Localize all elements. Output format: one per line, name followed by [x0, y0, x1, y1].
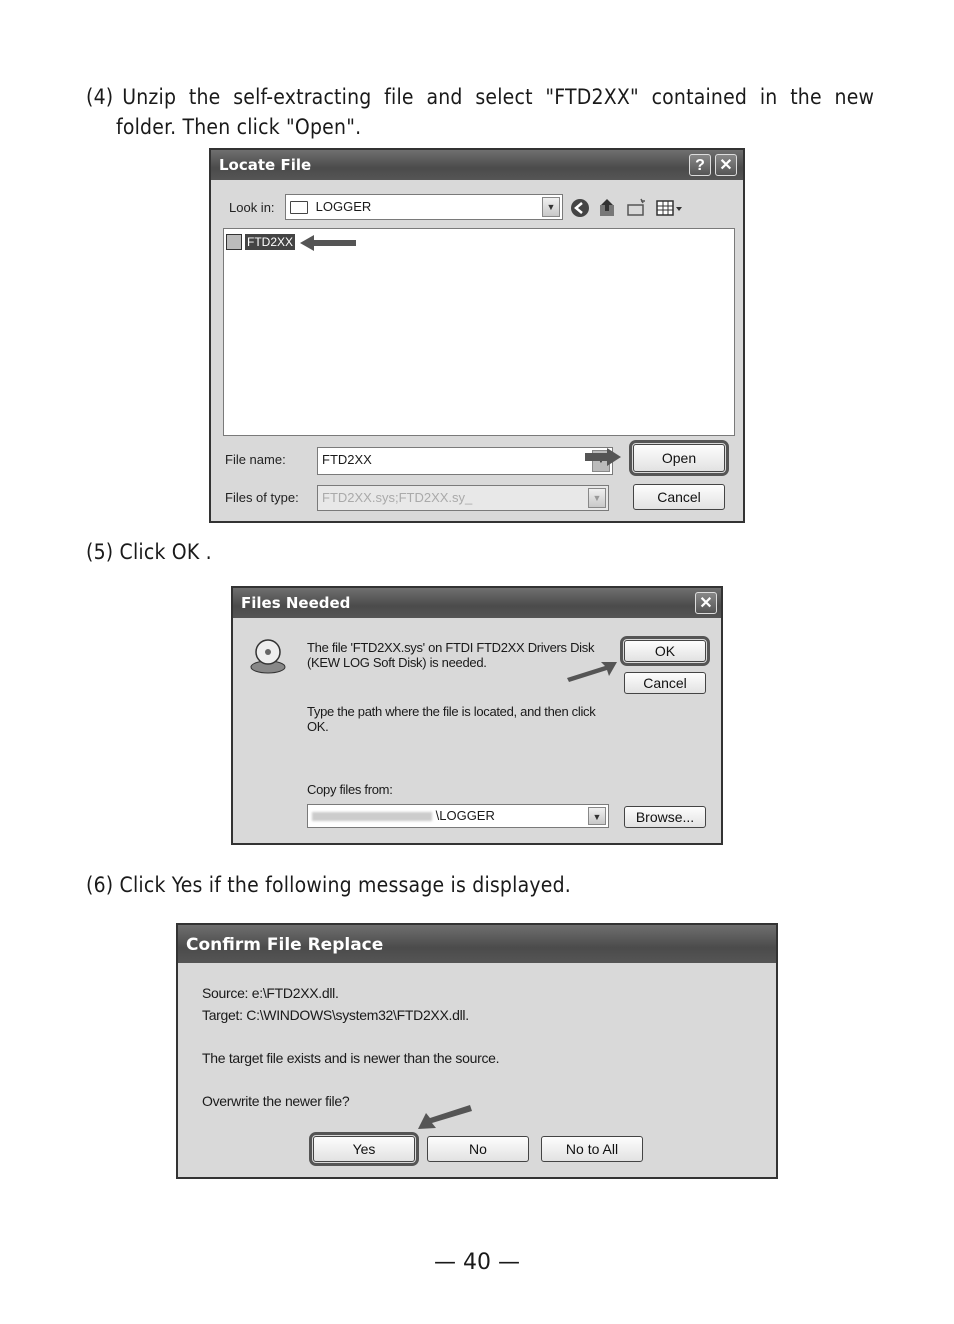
confirm-message: The target file exists and is newer than the source. [202, 1050, 500, 1066]
files-needed-titlebar [233, 588, 721, 618]
confirm-titlebar [178, 925, 776, 963]
cancel-button[interactable] [633, 484, 725, 510]
confirm-title: Confirm File Replace [186, 935, 384, 955]
ok-button-label: OK [654, 643, 676, 659]
step-4-line2: folder. Then click "Open". [116, 115, 362, 139]
pointer-arrow-icon [416, 1103, 474, 1133]
locate-file-titlebar [211, 150, 743, 180]
pointer-arrow-icon [565, 658, 619, 684]
yes-button-label: Yes [352, 1141, 376, 1157]
files-needed-message-3: Type the path where the file is located, and then click [307, 704, 596, 719]
copy-path-blurred [312, 812, 432, 821]
files-needed-message-2: (KEW LOG Soft Disk) is needed. [307, 655, 487, 670]
cancel-button-label: Cancel [643, 675, 687, 691]
files-of-type-combo[interactable] [317, 485, 609, 511]
step-4-text [86, 82, 874, 112]
files-of-type-label: Files of type: [225, 490, 299, 505]
help-button[interactable]: ? [689, 154, 711, 176]
close-button[interactable]: ✕ [695, 592, 717, 614]
locate-file-dialog [209, 148, 745, 523]
cancel-button-label: Cancel [657, 489, 701, 505]
cancel-button[interactable] [624, 672, 706, 694]
back-icon[interactable] [569, 197, 591, 219]
step-4-number: (4) [86, 85, 114, 109]
file-list[interactable] [223, 228, 735, 436]
file-name-input[interactable] [317, 447, 613, 475]
step-6-text: (6) Click Yes if the following message is displayed. [86, 873, 571, 897]
copy-path-value: \LOGGER [435, 808, 495, 823]
confirm-question: Overwrite the newer file? [202, 1093, 350, 1109]
no-to-all-button-label: No to All [565, 1141, 619, 1157]
files-of-type-dropdown-icon[interactable]: ▼ [588, 488, 606, 508]
look-in-value: LOGGER [315, 199, 372, 214]
file-icon [226, 234, 242, 250]
file-item-label: FTD2XX [247, 235, 294, 249]
close-button[interactable]: ✕ [715, 154, 737, 176]
page-number: — 40 — [434, 1250, 520, 1275]
open-button-label: Open [661, 450, 697, 466]
confirm-source: Source: e:\FTD2XX.dll. [202, 985, 339, 1001]
locate-file-title: Locate File [219, 156, 312, 174]
files-needed-message-1: The file 'FTD2XX.sys' on FTDI FTD2XX Drivers Disk [307, 640, 595, 655]
no-to-all-button[interactable] [541, 1136, 643, 1162]
file-item-ftd2xx[interactable] [226, 231, 295, 253]
folder-icon [290, 201, 308, 214]
files-needed-message-4: OK. [307, 719, 329, 734]
file-name-label: File name: [225, 452, 286, 467]
pointer-arrow-icon [298, 233, 358, 253]
step-5-text: (5) Click OK . [86, 540, 212, 564]
pointer-arrow-icon [583, 446, 623, 468]
browse-button[interactable] [624, 806, 706, 828]
files-of-type-value: FTD2XX.sys;FTD2XX.sy_ [322, 490, 473, 505]
confirm-file-replace-dialog [176, 923, 778, 1179]
copy-files-label: Copy files from: [307, 782, 393, 797]
files-needed-dialog [231, 586, 723, 845]
chevron-down-icon[interactable]: ▼ [588, 807, 606, 825]
copy-path-input[interactable] [307, 804, 609, 828]
file-name-value: FTD2XX [322, 452, 372, 467]
look-in-label: Look in: [229, 200, 275, 215]
no-button[interactable] [427, 1136, 529, 1162]
look-in-combo[interactable] [285, 194, 563, 220]
files-needed-title: Files Needed [241, 594, 351, 612]
cd-drive-icon [249, 636, 287, 676]
view-menu-icon[interactable] [655, 197, 685, 219]
step-4-line1: Unzip the self-extracting file and select "FTD2XX" contained in the new [122, 85, 875, 109]
ok-button[interactable] [624, 640, 706, 662]
open-button[interactable] [633, 444, 725, 472]
new-folder-icon[interactable] [625, 197, 647, 219]
yes-button[interactable] [313, 1136, 415, 1162]
up-folder-icon[interactable] [597, 197, 619, 219]
no-button-label: No [469, 1141, 487, 1157]
browse-button-label: Browse... [635, 809, 695, 825]
chevron-down-icon[interactable]: ▼ [542, 197, 560, 217]
confirm-target: Target: C:\WINDOWS\system32\FTD2XX.dll. [202, 1007, 469, 1023]
